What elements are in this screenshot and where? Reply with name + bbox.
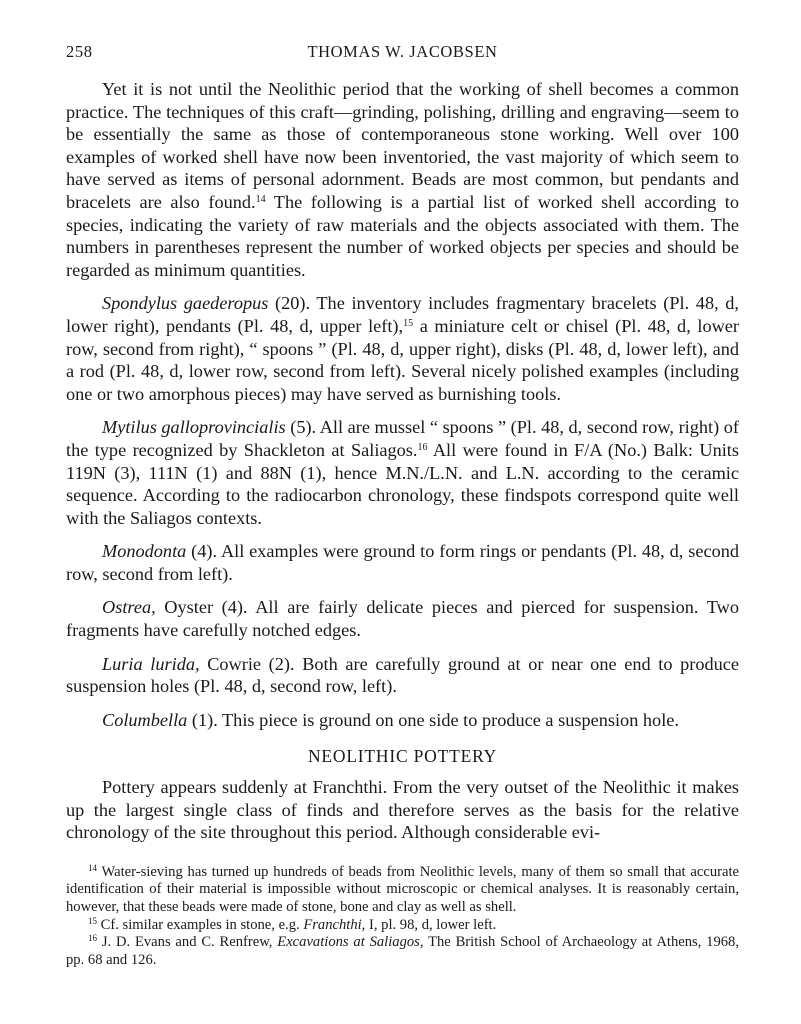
species-name: Mytilus galloprovincialis (102, 417, 286, 438)
paragraph-columbella (66, 709, 739, 732)
paragraph-ostrea (66, 596, 739, 641)
paragraph-intro (66, 78, 739, 281)
paragraph-text: a miniature celt or chisel (Pl. 48, d, lower row, second from right), “ spoons ” (Pl. 48, d, upper right), disks (Pl. 48, d, lower left), and a rod (Pl. 48, d, lower row, second from left). Several nicely polished examples (including one or two amorphous pieces) may have served as burnishing tools. (66, 315, 739, 404)
footnote-15 (66, 917, 739, 935)
intro-text: Yet it is not until the Neolithic period that the working of shell becomes a common practice. The techniques of this craft—grinding, polishing, drilling and engraving—seem to be essentially the same as those of contemporaneous stone working. Well over 100 examples of worked shell have now been inventoried, the vast majority of which seem to have served as items of personal adornment. Beads are most common, but pendants and bracelets are also found. (66, 79, 739, 212)
running-title: THOMAS W. JACOBSEN (307, 42, 498, 61)
footnote-number: 16 (88, 933, 97, 944)
species-name: Ostrea, (102, 597, 156, 618)
section-heading: NEOLITHIC POTTERY (307, 746, 498, 767)
footnote-text: The British School of Archaeology at Athens, 1968, pp. 68 and 126. (66, 934, 739, 968)
footnote-16 (66, 934, 739, 969)
footnote-number: 15 (88, 915, 97, 926)
paragraph-text: Cowrie (2). Both are carefully ground at or near one end to produce suspension holes (Pl. 48, d, second row, left). (66, 653, 739, 697)
species-name: Monodonta (102, 541, 187, 562)
species-name: Spondylus gaederopus (102, 293, 269, 314)
paragraph-text: (5). All are mussel “ spoons ” (Pl. 48, d, second row, right) of the type recognized by Shackleton at Saliagos. (66, 417, 739, 460)
footnote-14 (66, 864, 739, 917)
intro-text-rest: The following is a partial list of worked shell according to species, indicating the variety of raw materials and the objects associated with them. The numbers in parentheses represent the number of worked objects per species and should be regarded as minimum quantities. (66, 191, 740, 280)
paragraph-text: Oyster (4). All are fairly delicate pieces and pierced for suspension. Two fragments have carefully notched edges. (66, 597, 739, 641)
article-body (66, 78, 739, 844)
paragraph-text: (1). This piece is ground on one side to produce a suspension hole. (187, 709, 679, 730)
footnote-title: Excavations at Saliagos, (277, 934, 424, 951)
paragraph-pottery: Pottery appears suddenly at Franchthi. From the very outset of the Neolithic it makes up the largest single class of finds and therefore serves as the basis for the relative chronology of the site throughout this period. Although considerable evi- (66, 777, 739, 843)
running-header (66, 42, 739, 66)
footnote-number: 14 (88, 862, 97, 873)
paragraph-mytilus (66, 416, 739, 529)
footnote-text: Cf. similar examples in stone, e.g. (97, 916, 304, 933)
species-name: Columbella (102, 709, 188, 730)
paragraph-text: (20). The inventory includes fragmentary bracelets (Pl. 48, d, lower right), pendants (Pl. 48, d, upper left), (66, 293, 740, 336)
footnote-ref-16: 16 (417, 441, 428, 453)
paragraph-spondylus (66, 292, 739, 405)
footnote-ref-15: 15 (403, 317, 414, 329)
footnotes (66, 864, 739, 970)
paragraph-monodonta (66, 540, 739, 585)
footnote-text: Water-sieving has turned up hundreds of beads from Neolithic levels, many of them so small that accurate identification of their material is impossible without microscopic or chemical analyses. It is reasonably certain, however, that these beads were made of stone, bone and clay as well as shell. (66, 863, 739, 915)
paragraph-luria (66, 653, 739, 698)
page (66, 42, 739, 969)
species-name: Luria lurida, (102, 653, 200, 674)
footnote-ref-14: 14 (255, 193, 266, 205)
paragraph-text: (4). All examples were ground to form rings or pendants (Pl. 48, d, second row, second from left). (66, 541, 739, 584)
paragraph-text: All were found in F/A (No.) Balk: Units 119N (3), 111N (1) and 88N (1), hence M.N./L.N. and L.N. according to the ceramic sequence. According to the radiocarbon chronology, these findspots correspond quite well with the Saliagos contexts. (66, 439, 739, 528)
footnote-title: Franchthi, (303, 916, 366, 933)
footnote-text: I, pl. 98, d, lower left. (365, 916, 497, 933)
footnote-text: J. D. Evans and C. Renfrew, (97, 934, 278, 951)
page-number: 258 (66, 42, 93, 61)
